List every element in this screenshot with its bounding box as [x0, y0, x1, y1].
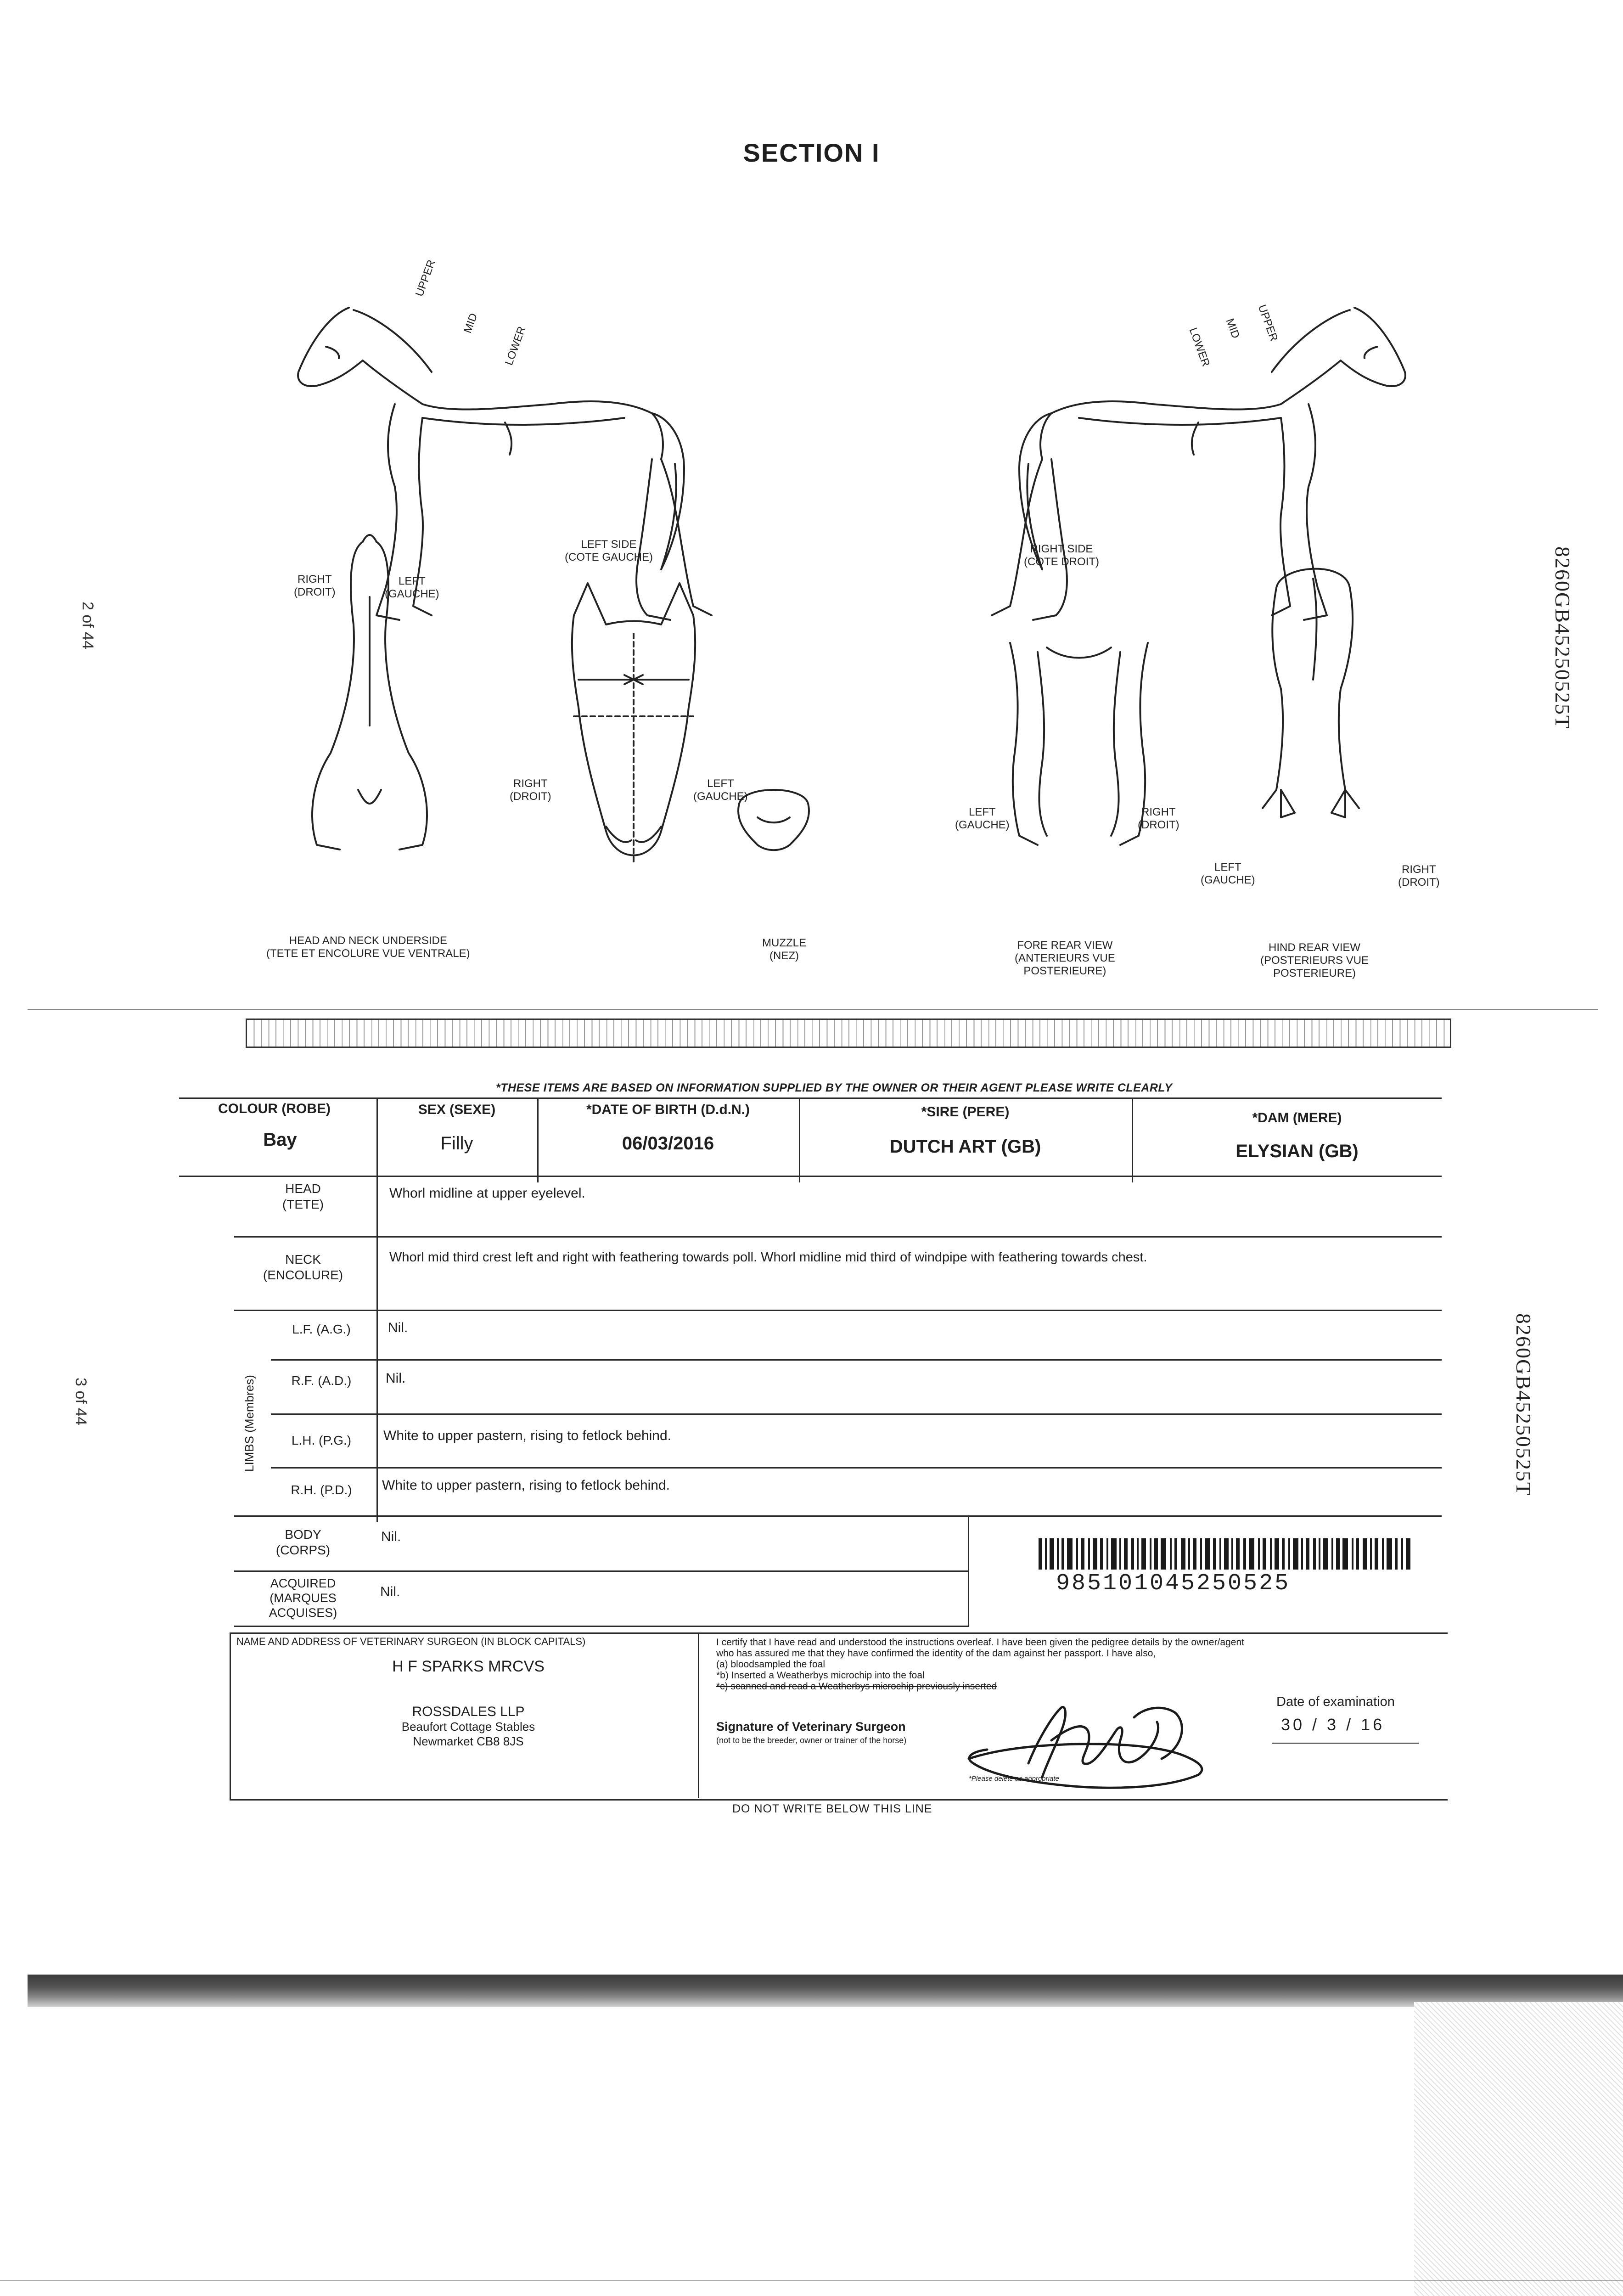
- acquired-label: ACQUIRED (MARQUES ACQUISES): [269, 1576, 337, 1620]
- owner-info-notice: *THESE ITEMS ARE BASED ON INFORMATION SUPPLIED BY THE OWNER OR THEIR AGENT PLEASE WRITE CLEARLY: [496, 1081, 1173, 1094]
- sire-value: DUTCH ART (GB): [889, 1137, 1041, 1157]
- left-side-horse-outline: [298, 308, 712, 620]
- hind-right-label: RIGHT (DROIT): [1398, 863, 1440, 889]
- certification-statement: I certify that I have read and understood the instructions overleaf. I have been given the pedigree details by the owner/agent who has assured me that they have confirmed the identity of the dam against her passport. I have also, (a) bloodsampled the foal *b) Inserted a Weatherbys microchip into the foal *c) scanned and read a Weatherbys microchip previously inserted: [716, 1637, 1244, 1692]
- rf-row-rule: [271, 1413, 1442, 1415]
- barcode-box-divider: [968, 1515, 969, 1626]
- scan-bottom-rule: [0, 2280, 1623, 2281]
- date-of-examination-value: 30 / 3 / 16: [1281, 1715, 1385, 1734]
- scan-edge-band: [28, 1975, 1623, 2007]
- hind-rear-view-outline: [1263, 569, 1359, 817]
- neck-zone-mid-left: MID: [461, 311, 480, 335]
- muzzle-label: MUZZLE (NEZ): [762, 937, 806, 962]
- signature-note: (not to be the breeder, owner or trainer of the horse): [716, 1736, 907, 1745]
- lf-row-rule: [271, 1359, 1442, 1361]
- dam-header: *DAM (MERE): [1252, 1110, 1342, 1125]
- sex-value: Filly: [440, 1133, 473, 1154]
- lh-row-rule: [271, 1467, 1442, 1469]
- vet-heading: NAME AND ADDRESS OF VETERINARY SURGEON (IN BLOCK CAPITALS): [236, 1636, 586, 1647]
- muzzle-outline: [738, 790, 809, 850]
- vet-practice-address: ROSSDALES LLP Beaufort Cottage Stables Newmarket CB8 8JS: [401, 1704, 535, 1748]
- limbs-bottom-rule: [234, 1515, 1442, 1517]
- lf-marking: Nil.: [388, 1320, 408, 1335]
- table-divider-sire: [1132, 1097, 1133, 1182]
- signature-label: Signature of Veterinary Surgeon: [716, 1720, 906, 1733]
- table-top-rule: [179, 1097, 1442, 1099]
- underside-right-label: RIGHT (DROIT): [294, 573, 336, 598]
- lh-label: L.H. (P.G.): [291, 1433, 352, 1447]
- body-row-rule: [234, 1570, 969, 1572]
- limbs-label: LIMBS (Membres): [242, 1375, 256, 1472]
- fore-left-label: LEFT (GAUCHE): [955, 806, 1010, 831]
- vet-name: H F SPARKS MRCVS: [392, 1658, 545, 1675]
- neck-zone-upper-right: UPPER: [1255, 303, 1280, 343]
- microchip-barcode: [1039, 1538, 1413, 1570]
- body-label: BODY (CORPS): [275, 1527, 331, 1557]
- body-marking: Nil.: [381, 1529, 401, 1544]
- stamp-note: *Please delete as appropriate: [969, 1775, 1059, 1783]
- date-underline: [1272, 1743, 1419, 1744]
- vet-box-divider: [698, 1632, 699, 1798]
- scan-divider: [28, 1009, 1598, 1010]
- fore-right-label: RIGHT (DROIT): [1138, 806, 1179, 831]
- head-label: HEAD (TETE): [282, 1182, 324, 1211]
- rf-label: R.F. (A.D.): [291, 1373, 352, 1388]
- dob-value: 06/03/2016: [622, 1133, 714, 1154]
- head-marking: Whorl midline at upper eyelevel.: [389, 1186, 585, 1201]
- rf-marking: Nil.: [386, 1371, 406, 1386]
- redacted-strip: [246, 1019, 1451, 1048]
- sex-header: SEX (SEXE): [418, 1102, 496, 1117]
- head-front-outline: [572, 583, 695, 863]
- neck-label: NECK (ENCOLURE): [263, 1252, 343, 1282]
- scan-texture-corner: [1414, 2002, 1623, 2296]
- acquired-row-rule: [234, 1626, 969, 1627]
- neck-zone-upper-left: UPPER: [413, 258, 438, 298]
- rh-marking: White to upper pastern, rising to fetlock behind.: [382, 1478, 670, 1493]
- hind-rear-view-caption: HIND REAR VIEW (POSTERIEURS VUE POSTERIEURE): [1260, 941, 1369, 979]
- page-number-middle: 3 of 44: [72, 1378, 90, 1425]
- underside-left-label: LEFT (GAUCHE): [385, 575, 439, 600]
- table-divider-sex: [537, 1097, 539, 1182]
- hind-left-label: LEFT (GAUCHE): [1201, 861, 1255, 886]
- colour-value: Bay: [263, 1130, 297, 1150]
- acquired-marking: Nil.: [380, 1584, 400, 1599]
- reference-number-bottom: 8260GB45250525T: [1512, 1313, 1535, 1496]
- left-side-label: LEFT SIDE (COTE GAUCHE): [565, 538, 653, 563]
- reference-number-top: 8260GB45250525T: [1551, 546, 1574, 729]
- lh-marking: White to upper pastern, rising to fetlock behind.: [383, 1428, 672, 1443]
- neck-zone-mid-right: MID: [1223, 317, 1242, 340]
- pedigree-bottom-rule: [179, 1176, 1442, 1177]
- neck-zone-lower-left: LOWER: [503, 325, 528, 367]
- fore-rear-view-caption: FORE REAR VIEW (ANTERIEURS VUE POSTERIEURE): [1015, 939, 1115, 977]
- head-row-rule: [234, 1236, 1442, 1238]
- colour-header: COLOUR (ROBE): [218, 1101, 331, 1116]
- head-left-label: LEFT (GAUCHE): [693, 777, 748, 803]
- dob-header: *DATE OF BIRTH (D.d.N.): [586, 1102, 750, 1117]
- table-divider-dob: [799, 1097, 800, 1182]
- date-of-examination-label: Date of examination: [1276, 1694, 1395, 1709]
- rh-label: R.H. (P.D.): [291, 1483, 352, 1497]
- section-title: SECTION I: [743, 138, 880, 167]
- neck-row-rule: [234, 1310, 1442, 1311]
- page-number-top: 2 of 44: [79, 602, 96, 649]
- do-not-write-notice: DO NOT WRITE BELOW THIS LINE: [732, 1802, 932, 1815]
- microchip-number: 985101045250525: [1056, 1570, 1291, 1597]
- dam-value: ELYSIAN (GB): [1236, 1141, 1359, 1161]
- underside-caption: HEAD AND NECK UNDERSIDE (TETE ET ENCOLURE VUE VENTRALE): [266, 934, 470, 960]
- sire-header: *SIRE (PERE): [921, 1104, 1010, 1120]
- right-side-label: RIGHT SIDE (COTE DROIT): [1024, 543, 1099, 568]
- horse-markings-diagram: [257, 266, 1469, 1019]
- fore-rear-view-outline: [1010, 643, 1148, 845]
- lf-label: L.F. (A.G.): [292, 1322, 351, 1336]
- head-right-label: RIGHT (DROIT): [510, 777, 551, 803]
- neck-marking: Whorl mid third crest left and right with feathering towards poll. Whorl midline mid third of windpipe with feathering towards chest.: [389, 1250, 1147, 1265]
- vet-signature: [960, 1690, 1230, 1800]
- neck-zone-lower-right: LOWER: [1186, 326, 1213, 368]
